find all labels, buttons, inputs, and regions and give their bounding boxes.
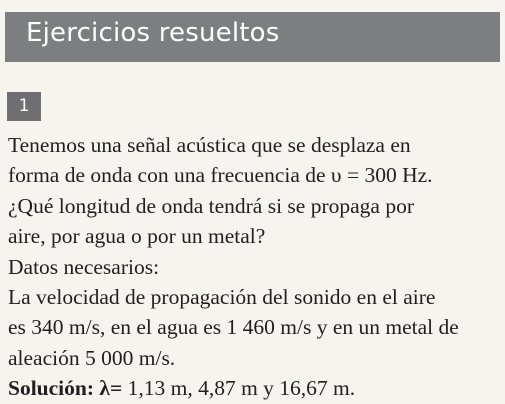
exercise-statement (8, 130, 500, 404)
section-title: Ejercicios resueltos (26, 18, 280, 48)
statement-line: aire, por agua o por un metal? (8, 224, 266, 249)
data-heading: Datos necesarios: (8, 254, 160, 279)
solution-values: 1,13 m, 4,87 m y 16,67 m. (122, 376, 356, 401)
data-line: es 340 m/s, en el agua es 1 460 m/s y en un metal de (8, 315, 459, 340)
exercise-number-badge: 1 (7, 92, 41, 121)
solution-lambda: λ= (94, 376, 123, 401)
solution-label: Solución: (8, 376, 95, 401)
statement-line: Tenemos una señal acústica que se desplaza en (8, 133, 411, 157)
statement-line: ¿Qué longitud de onda tendrá si se propaga por (8, 193, 414, 218)
data-line: La velocidad de propagación del sonido en el aire (8, 285, 436, 310)
statement-line: forma de onda con una frecuencia de υ = 300 Hz. (8, 163, 433, 188)
solution-line (8, 373, 500, 403)
data-line: aleación 5 000 m/s. (8, 345, 176, 370)
